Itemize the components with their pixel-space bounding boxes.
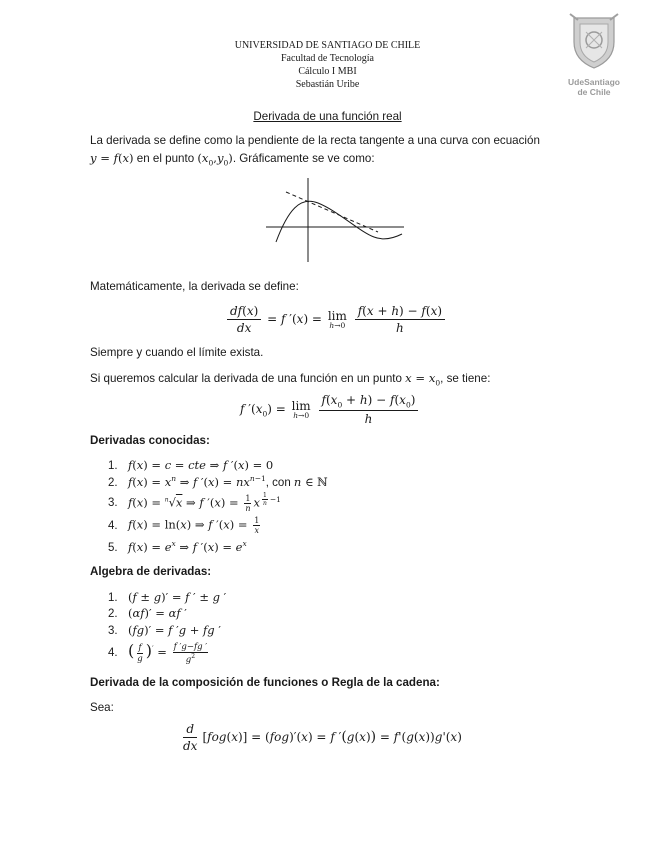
known-derivative-item-3: 3. f(x) = $^n$√x ⇒ f ′(x) = $\frac{1}{n}$ x $^{\frac{1}{n} -1}$ bbox=[108, 492, 281, 513]
list-number: 1. bbox=[108, 460, 118, 472]
list-number: 3. bbox=[108, 497, 118, 510]
chain-rule-formula: $\frac{d}{dx}$ [fog(x)] = (fog)′(x) = f ′(g(x)) = f'(g(x))g'(x) bbox=[183, 722, 462, 753]
math-definition-intro: Matemáticamente, la derivada se define: bbox=[90, 280, 299, 293]
logo-text-line1: UdeSantiago bbox=[568, 77, 620, 87]
known-derivative-item-5: 5. $f(x) = e^x$ ⇒ f $'(x) = e^x$ bbox=[108, 539, 247, 554]
university-logo bbox=[566, 12, 622, 97]
sea-text: Sea: bbox=[90, 701, 114, 714]
algebra-item-2: 2. (αf)′ = αf ′ bbox=[108, 606, 187, 620]
list-number: 3. bbox=[108, 625, 118, 637]
university-seal-icon bbox=[566, 12, 622, 70]
list-number: 2. bbox=[108, 608, 118, 620]
algebra-derivatives-heading: Algebra de derivadas: bbox=[90, 565, 212, 578]
point-derivative-intro: Si queremos calcular la derivada de una función en un punto $x = x_0$, se tiene: bbox=[90, 371, 491, 388]
algebra-item-4: 4. ( $\frac{f}{g}$ )′ = $\frac{f 'g-fg '}{g^2}$ bbox=[108, 641, 208, 665]
intro-line1: La derivada se define como la pendiente de la recta tangente a una curva con ecuación bbox=[90, 134, 540, 147]
point-derivative-formula: f $'(x_0)$ = lim h→0 $\frac{f(x_0 + h) - f(x_0)}{h}$ bbox=[240, 393, 420, 426]
graph-tangent-line bbox=[286, 192, 378, 232]
derivative-definition-formula: $\frac{df(x)}{dx}$ = f ′(x) = lim h→0 $\frac{f(x + h) - f(x)}{h}$ bbox=[225, 304, 447, 335]
limit-condition-text: Siempre y cuando el límite exista. bbox=[90, 346, 264, 359]
list-number: 2. bbox=[108, 476, 118, 489]
known-derivatives-heading: Derivadas conocidas: bbox=[90, 434, 210, 447]
point-text-after: , se tiene: bbox=[440, 372, 491, 385]
known-derivative-item-2: 2. $f(x) = x^n$ ⇒ f $'(x) = nx^{n-1}$, con n ∈ ℕ bbox=[108, 474, 328, 489]
logo-text-line2: de Chile bbox=[577, 87, 611, 97]
faculty-name: Facultad de Tecnología bbox=[281, 53, 374, 64]
known-derivative-item-4: 4. f(x) = ln(x) ⇒ f ′(x) = $\frac{1}{x}$ bbox=[108, 516, 260, 535]
math-y-equals-fx: y bbox=[90, 151, 97, 165]
chain-rule-heading: Derivada de la composición de funciones o Regla de la cadena: bbox=[90, 676, 440, 689]
point-text-before: Si queremos calcular la derivada de una función en un punto bbox=[90, 372, 406, 385]
author-name: Sebastián Uribe bbox=[295, 79, 360, 90]
list-number: 4. bbox=[108, 647, 118, 659]
list-number: 5. bbox=[108, 541, 118, 554]
page-title: Derivada de una función real bbox=[253, 110, 402, 123]
university-name: UNIVERSIDAD DE SANTIAGO DE CHILE bbox=[234, 40, 421, 51]
algebra-item-3: 3. (fg)′ = f ′g + fg ′ bbox=[108, 623, 221, 637]
con-text: , con bbox=[265, 476, 294, 489]
known-derivative-item-1: 1. f(x) = c = cte ⇒ f ′(x) = 0 bbox=[108, 458, 274, 472]
algebra-item-1: 1. (f ± g)′ = f ′ ± g ′ bbox=[108, 590, 227, 604]
intro-end-text: . Gráficamente se ve como: bbox=[232, 152, 375, 165]
list-number: 4. bbox=[108, 519, 118, 532]
graph-curve bbox=[276, 201, 402, 242]
course-name: Cálculo I MBI bbox=[298, 66, 357, 77]
tangent-line-graph bbox=[262, 176, 410, 264]
intro-line2: y = f(x) en el punto $(x_0,y_0)$. Gráficamente se ve como: bbox=[90, 151, 375, 168]
list-number: 1. bbox=[108, 592, 118, 604]
intro-mid-text: en el punto bbox=[133, 152, 198, 165]
